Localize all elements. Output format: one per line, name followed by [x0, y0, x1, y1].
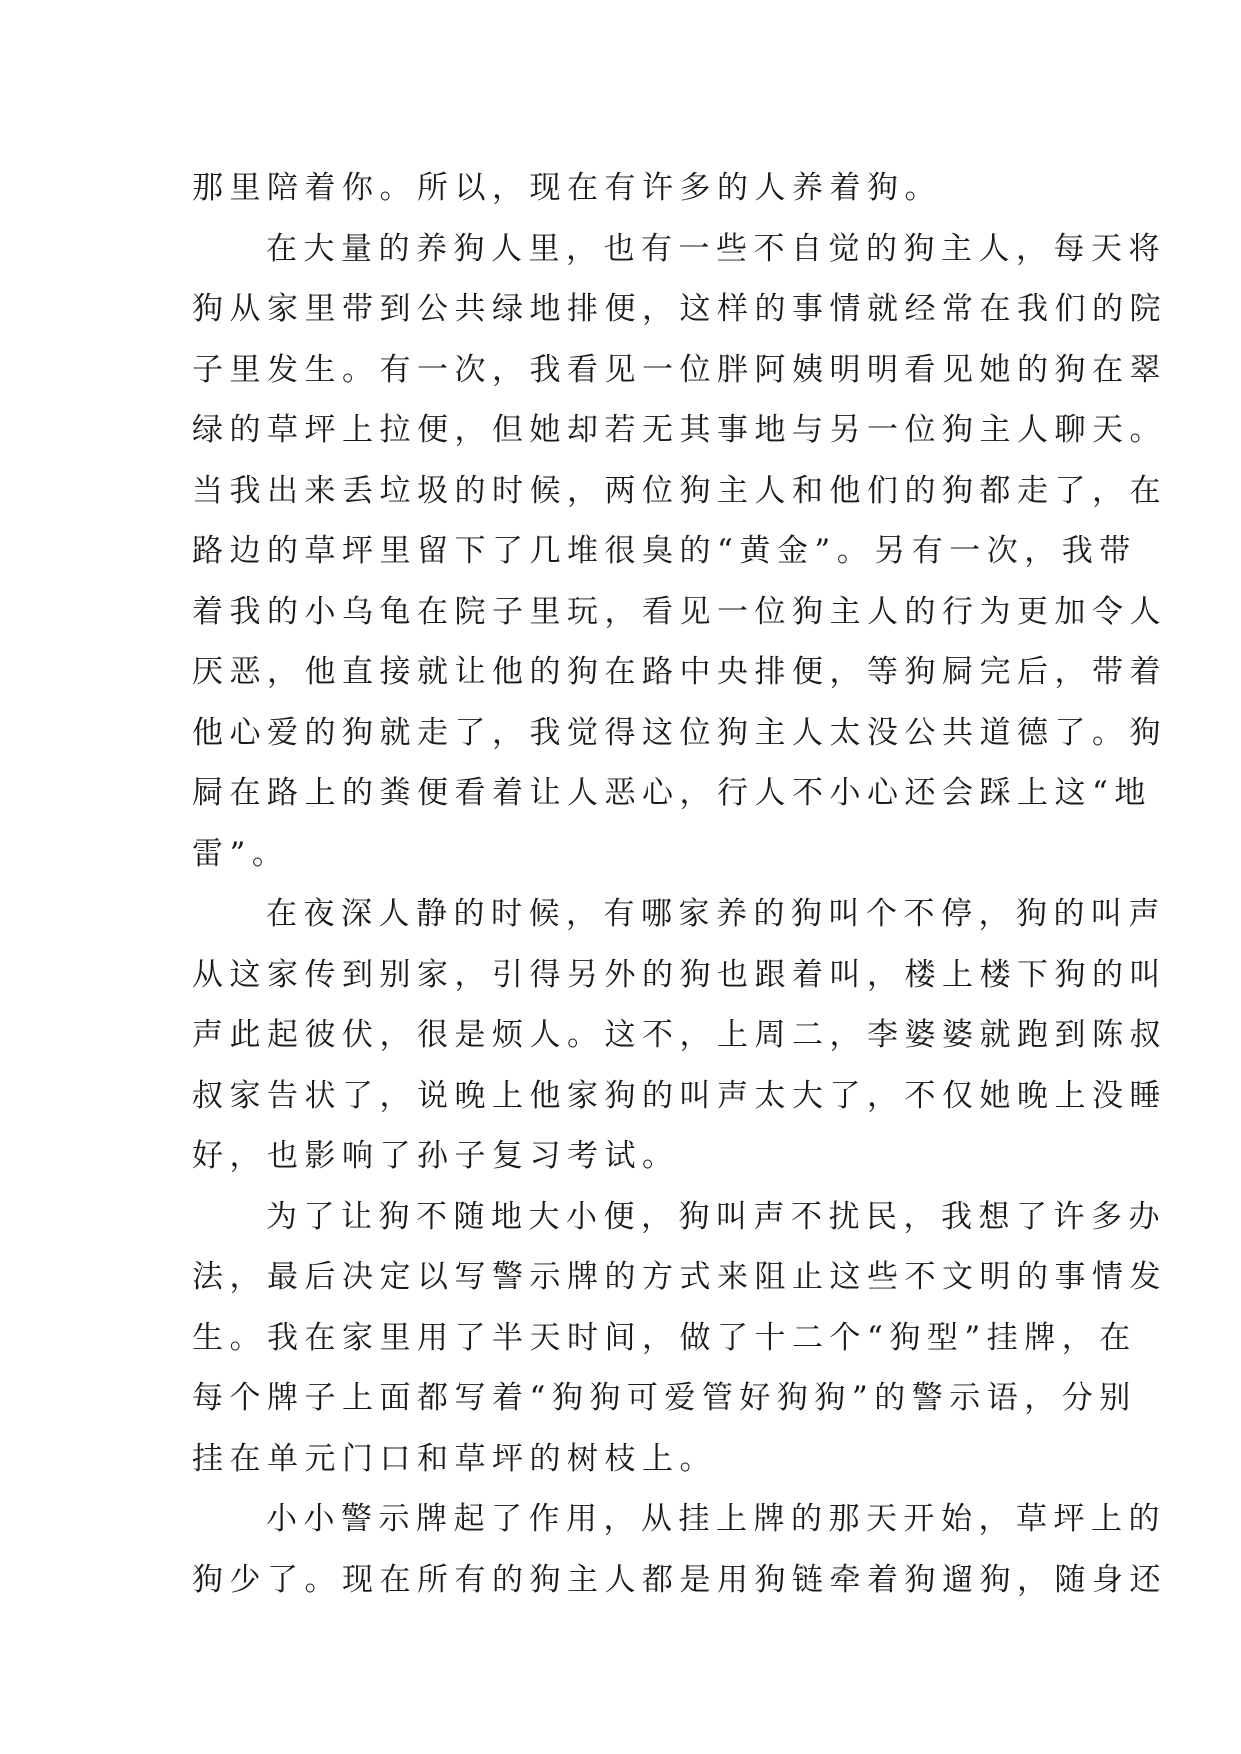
- text-line-2: 在大量的养狗人里，也有一些不自觉的狗主人，每天将: [266, 230, 1166, 267]
- text-line-4: 子里发生。有一次，我看见一位胖阿姨明明看见她的狗在翠: [192, 351, 1167, 388]
- text-line-9: 厌恶，他直接就让他的狗在路中央排便，等狗屙完后，带着: [192, 654, 1167, 690]
- text-line-3: 狗从家里带到公共绿地排便，这样的事情就经常在我们的院: [192, 291, 1167, 327]
- text-line-21: 每个牌子上面都写着“狗狗可爱管好狗狗”的警示语，分别: [192, 1380, 1137, 1416]
- text-line-14: 从这家传到别家，引得另外的狗也跟着叫，楼上楼下狗的叫: [192, 956, 1167, 993]
- text-line-7: 路边的草坪里留下了几堆很臭的“黄金”。另有一次，我带: [192, 533, 1137, 569]
- text-line-13: 在夜深人静的时候，有哪家养的狗叫个不停，狗的叫声: [266, 896, 1166, 932]
- text-line-24: 狗少了。现在所有的狗主人都是用狗链牵着狗遛狗，随身还: [192, 1561, 1167, 1598]
- text-line-19: 法，最后决定以写警示牌的方式来阻止这些不文明的事情发: [192, 1259, 1167, 1295]
- text-line-18: 为了让狗不随地大小便，狗叫声不扰民，我想了许多办: [266, 1198, 1166, 1235]
- text-line-12: 雷”。: [192, 835, 290, 872]
- text-line-23: 小小警示牌起了作用，从挂上牌的那天开始，草坪上的: [266, 1501, 1166, 1537]
- essay-body: [192, 158, 1167, 1610]
- text-line-15: 声此起彼伏，很是烦人。这不，上周二，李婆婆就跑到陈叔: [192, 1017, 1167, 1053]
- text-line-10: 他心爱的狗就走了，我觉得这位狗主人太没公共道德了。狗: [192, 714, 1167, 751]
- text-line-6: 当我出来丢垃圾的时候，两位狗主人和他们的狗都走了，在: [192, 472, 1167, 509]
- text-line-17: 好，也影响了孙子复习考试。: [192, 1138, 680, 1174]
- text-line-16: 叔家告状了，说晚上他家狗的叫声太大了，不仅她晚上没睡: [192, 1077, 1167, 1114]
- text-line-1: 那里陪着你。所以，现在有许多的人养着狗。: [192, 170, 942, 206]
- text-line-22: 挂在单元门口和草坪的树枝上。: [192, 1440, 717, 1477]
- text-line-11: 屙在路上的粪便看着让人恶心，行人不小心还会踩上这“地: [192, 775, 1152, 811]
- text-line-20: 生。我在家里用了半天时间，做了十二个“狗型”挂牌，在: [192, 1319, 1137, 1356]
- text-line-8: 着我的小乌龟在院子里玩，看见一位狗主人的行为更加令人: [192, 593, 1167, 630]
- text-line-5: 绿的草坪上拉便，但她却若无其事地与另一位狗主人聊天。: [192, 412, 1167, 448]
